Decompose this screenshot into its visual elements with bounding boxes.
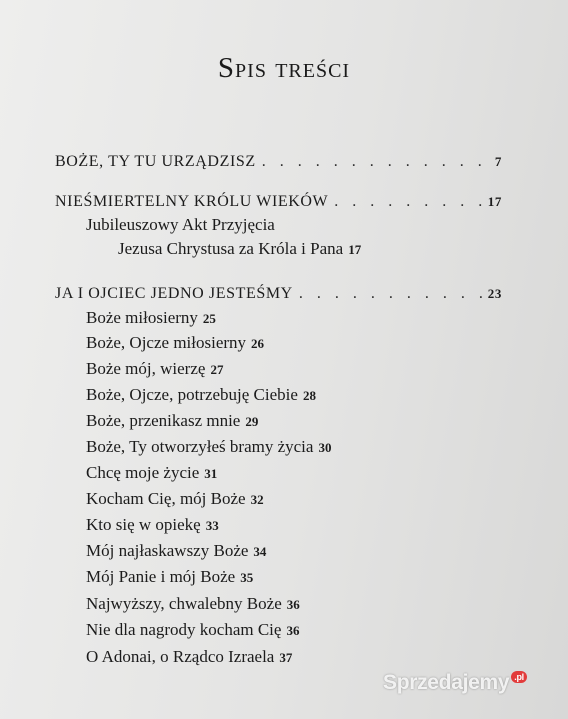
watermark-text: Sprzedajemy (383, 671, 510, 694)
entry-page-number: 37 (279, 650, 293, 665)
entry-page-number: 25 (202, 311, 216, 326)
section-page-number: 7 (494, 154, 502, 169)
toc-entry (86, 411, 258, 432)
toc-entry (118, 239, 361, 260)
entry-title: Najwyższy, chwalebny Boże (86, 594, 282, 613)
section-title: BOŻE, TY TU URZĄDZISZ (55, 153, 256, 170)
entry-title: Chcę moje życie (86, 463, 200, 482)
entry-page-number: 26 (251, 336, 265, 351)
toc-section-3 (55, 284, 502, 304)
entry-page-number: 32 (250, 492, 264, 507)
toc-entry (86, 437, 331, 458)
entry-title: Boże, Ty otworzyłeś bramy życia (86, 437, 314, 456)
entry-page-number: 36 (286, 623, 300, 638)
toc-entry (86, 463, 217, 484)
entry-title: Jezusa Chrystusa za Króla i Pana (118, 239, 344, 258)
entry-page-number: 27 (210, 362, 224, 377)
entry-title: Kto się w opiekę (86, 515, 201, 534)
entry-page-number: 31 (204, 466, 218, 481)
section-title: JA I OJCIEC JEDNO JESTEŚMY (55, 285, 293, 302)
entry-page-number: 29 (245, 414, 259, 429)
entry-page-number: 34 (253, 544, 267, 559)
toc-entry (86, 308, 216, 329)
entry-title: Mój Panie i mój Boże (86, 567, 236, 586)
dot-leader (299, 284, 482, 304)
toc-entry (86, 359, 223, 380)
toc-section-1 (55, 152, 502, 172)
section-page-number: 23 (487, 286, 502, 301)
toc-section-2 (55, 192, 502, 212)
toc-entry (86, 215, 275, 235)
toc-entry (86, 541, 266, 562)
section-title: NIEŚMIERTELNY KRÓLU WIEKÓW (55, 193, 329, 210)
section-page-number: 17 (487, 194, 502, 209)
dot-leader (334, 192, 482, 212)
entry-title: Kocham Cię, mój Boże (86, 489, 246, 508)
entry-title: Boże mój, wierzę (86, 359, 206, 378)
entry-title: Boże, przenikasz mnie (86, 411, 241, 430)
entry-title: Boże, Ojcze miłosierny (86, 333, 247, 352)
toc-entry (86, 515, 219, 536)
toc-entry (86, 620, 299, 641)
toc-entry (86, 489, 264, 510)
toc-entry (86, 594, 300, 615)
entry-page-number: 30 (318, 440, 332, 455)
entry-title: Nie dla nagrody kocham Cię (86, 620, 282, 639)
entry-title: Mój najłaskawszy Boże (86, 541, 249, 560)
entry-page-number: 28 (302, 388, 316, 403)
entry-page-number: 36 (286, 597, 300, 612)
toc-entry (86, 647, 292, 668)
entry-title: Jubileuszowy Akt Przyjęcia (86, 215, 275, 234)
dot-leader (262, 152, 489, 172)
entry-page-number: 35 (240, 570, 254, 585)
entry-title: O Adonai, o Rządco Izraela (86, 647, 275, 666)
site-watermark (383, 671, 527, 695)
entry-title: Boże miłosierny (86, 308, 198, 327)
entry-page-number: 17 (348, 242, 362, 257)
toc-entry (86, 567, 253, 588)
entry-page-number: 33 (205, 518, 219, 533)
toc-entry (86, 333, 264, 354)
toc-entry (86, 385, 316, 406)
page-title: Spis treści (217, 52, 351, 84)
watermark-badge: .pl (511, 671, 527, 683)
entry-title: Boże, Ojcze, potrzebuję Ciebie (86, 385, 298, 404)
